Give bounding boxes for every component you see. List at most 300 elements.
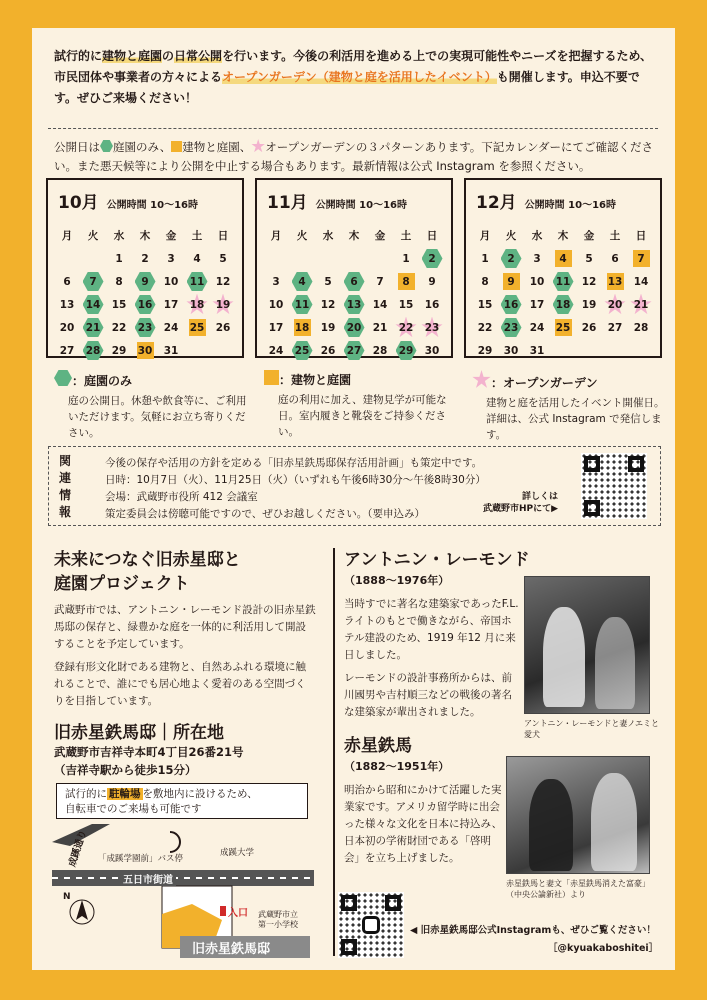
calendar-day — [289, 270, 315, 293]
qr-marker — [628, 456, 644, 472]
day-number: 7 — [89, 275, 97, 288]
intro-highlight: オープンガーデン（建物と庭を活用したイベント） — [222, 70, 497, 84]
day-number: 13 — [607, 275, 623, 288]
map-drawing — [52, 824, 314, 960]
month-label: 11月 — [267, 193, 308, 213]
weekday-header: 木 — [348, 230, 360, 242]
calendar-day — [184, 293, 210, 316]
photo-figure — [591, 773, 637, 871]
calendar-day — [602, 316, 628, 339]
day-number: 2 — [141, 252, 149, 265]
location-title: 旧赤星鉄馬邸｜所在地 — [54, 723, 224, 743]
calendar-december — [464, 178, 662, 358]
hours-label: 公開時間 10～16時 — [106, 200, 198, 211]
calendar-day — [472, 339, 498, 362]
day-number: 30 — [503, 344, 519, 357]
day-number: 10 — [529, 275, 545, 288]
calendar-day — [315, 316, 341, 339]
instagram-text: ◀ 旧赤星鉄馬邸公式Instagramも、ぜひご覧ください！ — [410, 925, 656, 936]
day-number: 19 — [581, 298, 597, 311]
akaboshi-caption — [506, 878, 650, 900]
legend-line-text: 建物と庭園、 — [182, 140, 252, 154]
calendar-empty — [289, 247, 315, 270]
day-number: 13 — [346, 298, 362, 311]
hours-label: 公開時間 10～16時 — [524, 200, 616, 211]
map-label-site: 旧赤星鉄馬邸 — [192, 942, 271, 957]
day-number: 18 — [294, 321, 310, 334]
qr-code-instagram[interactable] — [338, 892, 404, 958]
day-number: 26 — [215, 321, 231, 334]
related-char: 情 — [58, 488, 71, 502]
day-number: 20 — [59, 321, 75, 334]
intro-highlight: 日常公開 — [174, 49, 223, 63]
calendar-day — [80, 339, 106, 362]
calendar-day — [54, 270, 80, 293]
weekday-header: 金 — [583, 230, 595, 242]
day-number: 22 — [398, 321, 414, 334]
calendar-empty — [341, 247, 367, 270]
day-number: 19 — [320, 321, 336, 334]
weekday-header: 火 — [505, 230, 517, 242]
calendar-day — [184, 316, 210, 339]
day-number: 11 — [294, 298, 310, 311]
legend-desc: 建物と庭を活用したイベント開催日。詳細は、公式 Instagram で発信します。 — [486, 397, 665, 441]
calendar-day — [602, 247, 628, 270]
day-number: 31 — [163, 344, 179, 357]
day-number: 4 — [193, 252, 201, 265]
weekday-header: 水 — [322, 230, 334, 242]
akaboshi-name: 赤星鉄馬 — [344, 736, 412, 756]
day-number: 8 — [481, 275, 489, 288]
calendar-day — [132, 293, 158, 316]
day-number: 19 — [215, 298, 231, 311]
day-number: 14 — [633, 275, 649, 288]
day-number: 5 — [219, 252, 227, 265]
weekday-header: 水 — [113, 230, 125, 242]
weekday-header: 火 — [296, 230, 308, 242]
calendar-day — [158, 316, 184, 339]
calendar-day — [158, 247, 184, 270]
weekday-header: 火 — [87, 230, 99, 242]
legend-line-text: 庭園のみ、 — [113, 140, 172, 154]
raymond-photo — [524, 576, 650, 714]
day-number: 23 — [137, 321, 153, 334]
day-number: 30 — [137, 344, 153, 357]
legend-line — [54, 138, 659, 176]
related-info-box — [48, 446, 661, 526]
calendar-day — [550, 316, 576, 339]
day-number: 28 — [372, 344, 388, 357]
intro-part: 試行的に — [54, 49, 103, 63]
project-title-line: 庭園プロジェクト — [54, 574, 190, 594]
calendar-day — [341, 316, 367, 339]
akaboshi-photo — [506, 756, 650, 874]
qr-marker — [584, 500, 600, 516]
day-number: 6 — [611, 252, 619, 265]
calendar-day — [498, 316, 524, 339]
weekday-header: 木 — [557, 230, 569, 242]
map-label-school — [258, 910, 298, 930]
calendar-day — [132, 247, 158, 270]
photo-figure — [529, 779, 573, 871]
calendar-day — [158, 270, 184, 293]
calendar-day — [628, 316, 654, 339]
weekday-header: 木 — [139, 230, 151, 242]
map-label-road1: 成蹊通り — [66, 828, 90, 869]
day-number: 25 — [555, 321, 571, 334]
calendar-day — [80, 316, 106, 339]
calendar-day — [419, 316, 445, 339]
calendar-day — [550, 270, 576, 293]
day-number: 14 — [372, 298, 388, 311]
day-number: 27 — [607, 321, 623, 334]
calendar-day — [184, 247, 210, 270]
intro-part: を行います。今後の利活用を進める上での実現可能性やニーズを把握するため、市民団体や事業者の方々による — [54, 49, 653, 84]
day-number: 4 — [559, 252, 567, 265]
day-number: 31 — [529, 344, 545, 357]
day-number: 15 — [477, 298, 493, 311]
calendar-day — [315, 270, 341, 293]
weekday-header: 金 — [165, 230, 177, 242]
calendar-day — [524, 247, 550, 270]
day-number: 21 — [85, 321, 101, 334]
calendar-day — [210, 293, 236, 316]
calendar-day — [367, 339, 393, 362]
hexagon-icon — [54, 370, 72, 386]
map-label-road2: 五日市街道 — [120, 871, 176, 886]
bike-text: 試行的に — [65, 788, 107, 800]
location-address: 武蔵野市吉祥寺本町4丁目26番21号 — [54, 745, 244, 759]
calendar-day — [54, 316, 80, 339]
calendar-day — [419, 339, 445, 362]
calendar-day — [106, 293, 132, 316]
day-number: 24 — [268, 344, 284, 357]
calendar-day — [367, 293, 393, 316]
legend-desc: 庭の利用に加え、建物見学が可能な日。室内履きと靴袋をご持参ください。 — [278, 394, 447, 438]
square-icon — [264, 370, 279, 385]
location-access: （吉祥寺駅から徒歩15分） — [54, 763, 197, 777]
day-number: 17 — [163, 298, 179, 311]
day-number: 10 — [268, 298, 284, 311]
day-number: 20 — [607, 298, 623, 311]
calendar-day — [576, 293, 602, 316]
day-number: 25 — [189, 321, 205, 334]
weekday-header: 土 — [400, 230, 412, 242]
calendar-day — [132, 270, 158, 293]
calendar-day — [419, 293, 445, 316]
calendar-day — [341, 339, 367, 362]
related-line: 策定委員会は傍聴可能ですので、ぜひお越しください。（要申込み） — [105, 508, 426, 520]
intro-part: の — [162, 49, 175, 63]
day-number: 11 — [555, 275, 571, 288]
project-title — [54, 548, 241, 596]
legend-title: ：庭園のみ — [72, 374, 133, 388]
calendar-day — [419, 247, 445, 270]
calendar-day — [315, 339, 341, 362]
raymond-paragraph: 当時すでに著名な建築家であったF.L. ライトのもとで働きながら、帝国ホテル建設のため、1919 年12 月に来日しました。 — [344, 598, 519, 661]
day-number: 7 — [376, 275, 384, 288]
legend-line-text: オープンガーデンの３パターンあります。下記カレンダーにてご確認ください。また悪天候等により公開を中止する場合もあります。最新情報は公式 Instagram を参照ください。 — [54, 140, 654, 173]
raymond-years: （1888～1976年） — [344, 574, 450, 587]
calendar-day — [54, 293, 80, 316]
calendar-day — [289, 293, 315, 316]
calendar-day — [602, 270, 628, 293]
day-number: 22 — [111, 321, 127, 334]
weekday-header: 金 — [374, 230, 386, 242]
day-number: 30 — [424, 344, 440, 357]
calendar-day — [263, 316, 289, 339]
day-number: 6 — [63, 275, 71, 288]
day-number: 17 — [268, 321, 284, 334]
weekday-header: 土 — [191, 230, 203, 242]
day-number: 18 — [555, 298, 571, 311]
column-divider — [333, 548, 335, 956]
related-line: 会場：武蔵野市役所 412 会議室 — [105, 491, 258, 503]
bike-highlight: 駐輪場 — [109, 788, 141, 800]
calendar-day — [341, 270, 367, 293]
photo-figure — [543, 607, 585, 707]
calendar-day — [106, 316, 132, 339]
calendar-day — [210, 316, 236, 339]
calendar-day — [472, 270, 498, 293]
day-number: 17 — [529, 298, 545, 311]
square-icon — [171, 141, 182, 152]
day-number: 24 — [163, 321, 179, 334]
day-number: 6 — [350, 275, 358, 288]
month-label: 10月 — [58, 193, 99, 213]
day-number: 2 — [507, 252, 515, 265]
calendar-day — [550, 247, 576, 270]
calendar-day — [576, 316, 602, 339]
calendar-empty — [315, 247, 341, 270]
instagram-handle[interactable]: ［@kyuakaboshitei］ — [548, 943, 659, 954]
calendar-day — [54, 339, 80, 362]
day-number: 15 — [111, 298, 127, 311]
calendar-empty — [54, 247, 80, 270]
calendar-day — [80, 270, 106, 293]
calendar-day — [498, 247, 524, 270]
day-number: 20 — [346, 321, 362, 334]
qr-marker — [385, 895, 401, 911]
day-number: 12 — [215, 275, 231, 288]
related-line: 日時：10月7日（火）、11月25日（火）（いずれも午後6時30分～午後8時30分） — [105, 474, 486, 486]
map-university-gate — [170, 832, 180, 852]
day-number: 27 — [59, 344, 75, 357]
instagram-icon — [362, 916, 380, 934]
day-number: 5 — [324, 275, 332, 288]
calendar-header — [476, 188, 616, 213]
qr-marker — [584, 456, 600, 472]
hexagon-icon — [100, 140, 113, 152]
qr-caption-line: 武蔵野市HPにて▶ — [483, 504, 559, 514]
bike-text: 自転車でのご来場も可能です — [65, 803, 202, 815]
akaboshi-desc: 明治から昭和にかけて活躍した実業家です。アメリカ留学時に出会った様々な文化を日本に持込み、日本初の学術財団である「啓明会」を立ち上げました。 — [344, 784, 503, 864]
related-info-label — [57, 453, 73, 521]
weekday-header: 日 — [426, 230, 438, 242]
map-label-bus: 「成蹊学園前」バス停 — [98, 854, 184, 864]
calendar-day — [80, 293, 106, 316]
day-number: 23 — [424, 321, 440, 334]
day-number: 29 — [477, 344, 493, 357]
day-number: 14 — [85, 298, 101, 311]
day-number: 3 — [272, 275, 280, 288]
day-number: 9 — [428, 275, 436, 288]
calendar-day — [289, 316, 315, 339]
raymond-desc — [344, 596, 522, 721]
day-number: 21 — [372, 321, 388, 334]
day-number: 13 — [59, 298, 75, 311]
north-arrow-icon — [76, 900, 88, 920]
calendar-day — [158, 339, 184, 362]
calendar-day — [393, 339, 419, 362]
day-number: 29 — [111, 344, 127, 357]
day-number: 29 — [398, 344, 414, 357]
calendar-day — [524, 316, 550, 339]
calendar-day — [184, 270, 210, 293]
calendar-day — [498, 270, 524, 293]
calendar-day — [393, 293, 419, 316]
qr-marker — [341, 895, 357, 911]
calendar-day — [367, 270, 393, 293]
calendar-day — [341, 293, 367, 316]
calendar-day — [393, 316, 419, 339]
related-char: 関 — [58, 454, 71, 468]
access-map — [52, 824, 314, 960]
day-number: 3 — [533, 252, 541, 265]
qr-caption-line: 詳しくは — [522, 492, 559, 502]
day-number: 7 — [637, 252, 645, 265]
calendar-day — [524, 339, 550, 362]
school-line: 武蔵野市立 — [258, 910, 298, 919]
legend-line-text: 公開日は — [54, 140, 100, 154]
legend-open-garden — [472, 370, 667, 443]
calendar-day — [263, 339, 289, 362]
day-number: 8 — [402, 275, 410, 288]
calendar-grid — [263, 224, 447, 362]
calendar-day — [550, 293, 576, 316]
calendar-day — [498, 339, 524, 362]
day-number: 28 — [85, 344, 101, 357]
day-number: 26 — [581, 321, 597, 334]
intro-part: も開催します。申込不要です。ぜひご来場ください！ — [54, 70, 640, 105]
day-number: 24 — [529, 321, 545, 334]
related-char: 連 — [58, 471, 71, 485]
bike-text: を敷地内に設けるため、 — [142, 788, 258, 800]
day-number: 16 — [137, 298, 153, 311]
calendar-day — [132, 316, 158, 339]
map-label-north: N — [63, 892, 71, 902]
related-lines — [105, 455, 486, 523]
calendar-day — [498, 293, 524, 316]
day-number: 26 — [320, 344, 336, 357]
caption-line: 愛犬 — [524, 730, 540, 739]
day-number: 15 — [398, 298, 414, 311]
related-char: 報 — [58, 505, 71, 519]
school-line: 第一小学校 — [258, 920, 298, 929]
related-line: 今後の保存や活用の方針を定める「旧赤星鉄馬邸保存活用計画」も策定中です。 — [105, 457, 483, 469]
caption-line: （中央公論新社）より — [506, 890, 586, 899]
raymond-name: アントニン・レーモンド — [344, 550, 530, 570]
calendar-empty — [263, 247, 289, 270]
day-number: 23 — [503, 321, 519, 334]
calendar-day — [472, 316, 498, 339]
calendar-day — [628, 270, 654, 293]
calendar-day — [628, 247, 654, 270]
day-number: 21 — [633, 298, 649, 311]
legend-garden — [54, 370, 249, 441]
day-number: 16 — [503, 298, 519, 311]
calendar-day — [524, 293, 550, 316]
map-label-entrance: 入口 — [228, 908, 248, 919]
raymond-caption — [524, 718, 659, 740]
weekday-header: 月 — [61, 230, 73, 242]
calendar-grid — [54, 224, 238, 362]
calendar-day — [315, 293, 341, 316]
day-number: 1 — [402, 252, 410, 265]
calendar-day — [524, 270, 550, 293]
calendar-header — [58, 188, 198, 213]
day-number: 4 — [298, 275, 306, 288]
weekday-header: 日 — [635, 230, 647, 242]
raymond-paragraph: レーモンドの設計事務所からは、前川國男や吉村順三などの戦後の著名な建築家が輩出されました。 — [344, 672, 512, 718]
day-number: 1 — [115, 252, 123, 265]
calendar-day — [393, 247, 419, 270]
legend-title: ：建物と庭園 — [279, 373, 352, 387]
star-icon — [251, 139, 265, 153]
project-desc — [54, 602, 316, 710]
calendar-header — [267, 188, 407, 213]
calendar-october — [46, 178, 244, 358]
day-number: 8 — [115, 275, 123, 288]
weekday-header: 日 — [217, 230, 229, 242]
map-label-university: 成蹊大学 — [220, 848, 255, 858]
calendar-day — [210, 270, 236, 293]
day-number: 9 — [141, 275, 149, 288]
legend-desc: 庭の公開日。休憩や飲食等に、ご利用いただけます。気軽にお立ち寄りください。 — [68, 395, 247, 439]
calendar-day — [472, 293, 498, 316]
legend-title: ：オープンガーデン — [491, 376, 598, 390]
calendar-grid — [472, 224, 656, 362]
day-number: 22 — [477, 321, 493, 334]
calendar-day — [393, 270, 419, 293]
calendar-day — [158, 293, 184, 316]
calendar-day — [367, 316, 393, 339]
calendar-empty — [367, 247, 393, 270]
legend-building — [264, 370, 459, 440]
calendar-day — [289, 339, 315, 362]
calendar-day — [263, 293, 289, 316]
qr-code-city-hp[interactable] — [581, 453, 647, 519]
day-number: 16 — [424, 298, 440, 311]
day-number: 9 — [507, 275, 515, 288]
calendar-day — [263, 270, 289, 293]
calendar-day — [106, 339, 132, 362]
day-number: 11 — [189, 275, 205, 288]
day-number: 12 — [320, 298, 336, 311]
calendar-day — [472, 247, 498, 270]
day-number: 12 — [581, 275, 597, 288]
month-label: 12月 — [476, 193, 517, 213]
photo-figure — [595, 617, 635, 709]
calendar-day — [628, 293, 654, 316]
calendar-day — [106, 270, 132, 293]
calendar-day — [576, 270, 602, 293]
weekday-header: 水 — [531, 230, 543, 242]
flyer-page — [32, 28, 675, 970]
calendar-november — [255, 178, 453, 358]
calendar-day — [419, 270, 445, 293]
calendar-day — [132, 339, 158, 362]
